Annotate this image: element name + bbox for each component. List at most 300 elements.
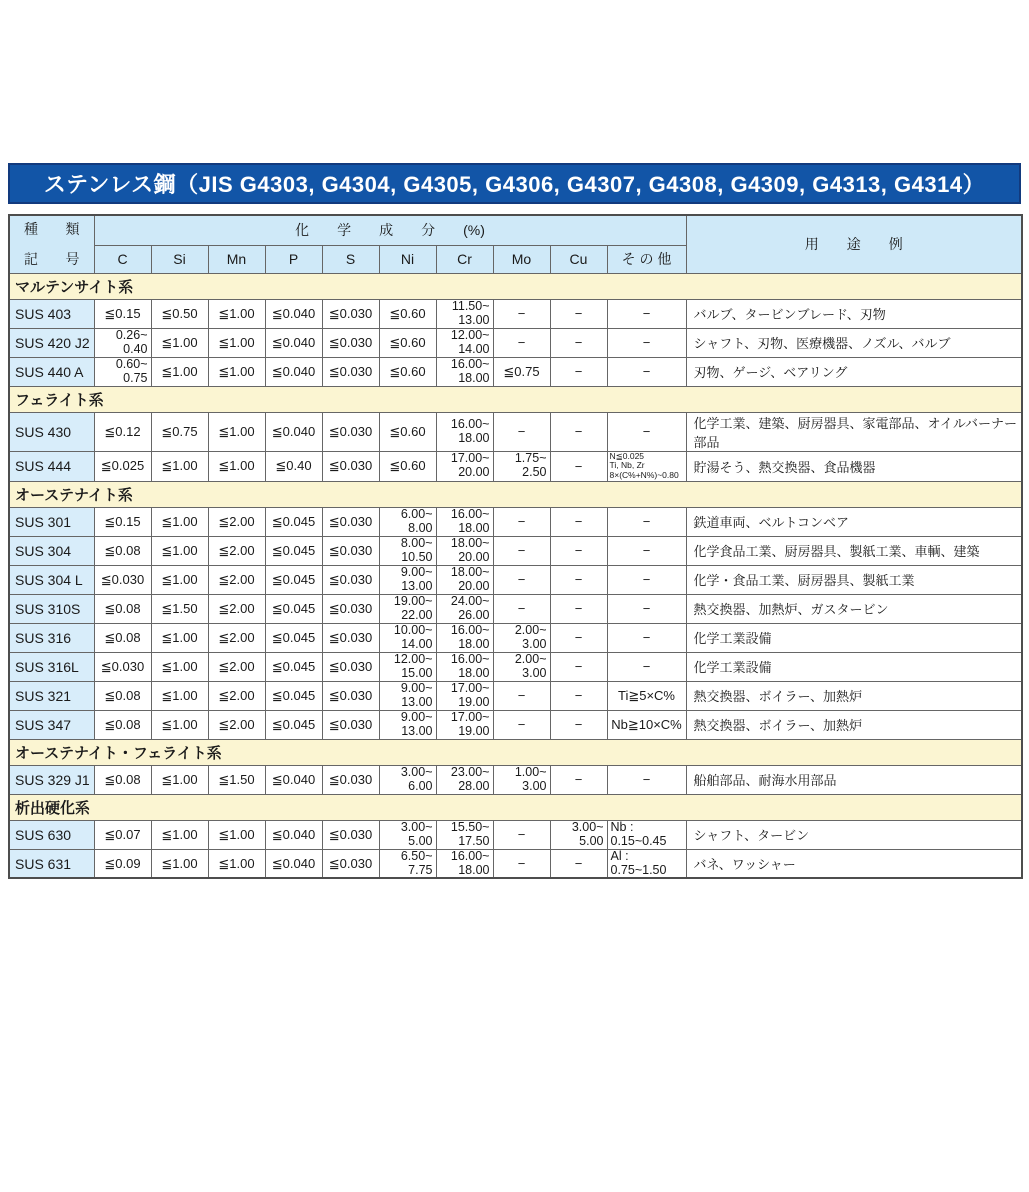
- value-line: 13.00: [458, 312, 490, 327]
- value-line: 9.00~: [400, 565, 433, 580]
- value-line: 20.00: [458, 549, 490, 564]
- value-line: 17.00~: [450, 681, 490, 696]
- chem-value: [436, 765, 493, 794]
- value-line: 0.75~1.50: [610, 862, 667, 877]
- chem-value: [607, 451, 686, 481]
- chem-value: −: [493, 328, 550, 357]
- chem-value: ≦0.60: [379, 328, 436, 357]
- chem-value: ≦0.040: [265, 299, 322, 328]
- value-line: 0.26~: [115, 328, 148, 342]
- table-header: [9, 215, 1022, 273]
- section-title: オーステナイト・フェライト系: [9, 739, 1022, 765]
- chem-value: −: [493, 536, 550, 565]
- section-title: フェライト系: [9, 386, 1022, 412]
- usage-examples: 化学食品工業、厨房器具、製紙工業、車輌、建築: [686, 536, 1022, 565]
- value-line: 13.00: [401, 723, 433, 738]
- chem-value: [379, 623, 436, 652]
- section-band-row: [9, 273, 1022, 299]
- chem-value: ≦0.08: [94, 594, 151, 623]
- value-line: 15.00: [401, 665, 433, 680]
- chem-value: ≦1.00: [151, 565, 208, 594]
- section-title: マルテンサイト系: [9, 273, 1022, 299]
- chem-value: ≦0.09: [94, 849, 151, 878]
- usage-examples: 化学工業設備: [686, 652, 1022, 681]
- chem-value: ≦2.00: [208, 652, 265, 681]
- chem-value: ≦1.00: [151, 652, 208, 681]
- chem-value: −: [607, 299, 686, 328]
- table-row: [9, 710, 1022, 739]
- value-line: 3.00~: [571, 820, 604, 835]
- value-line: 19.00: [458, 723, 490, 738]
- value-line: 20.00: [458, 578, 490, 593]
- chem-value: ≦1.00: [208, 299, 265, 328]
- usage-examples: 化学工業、建築、厨房器具、家電部品、オイルバーナー部品: [686, 412, 1022, 451]
- usage-examples: シャフト、タービン: [686, 820, 1022, 849]
- chem-value: −: [607, 328, 686, 357]
- col-header-element: Mn: [208, 245, 265, 273]
- chem-value: ≦2.00: [208, 507, 265, 536]
- col-header-element: S: [322, 245, 379, 273]
- chem-value: −: [550, 507, 607, 536]
- chem-value: ≦0.030: [322, 357, 379, 386]
- chem-value: −: [550, 710, 607, 739]
- value-line: 0.60~: [115, 357, 148, 371]
- usage-examples: 鉄道車両、ベルトコンベア: [686, 507, 1022, 536]
- chem-value: −: [607, 652, 686, 681]
- chem-value: Nb≧10×C%: [607, 710, 686, 739]
- chem-value: ≦0.60: [379, 412, 436, 451]
- chem-value: −: [550, 412, 607, 451]
- chem-value: ≦2.00: [208, 681, 265, 710]
- usage-examples: 化学・食品工業、厨房器具、製紙工業: [686, 565, 1022, 594]
- chem-value: ≦0.040: [265, 849, 322, 878]
- value-line: 17.50: [458, 833, 490, 848]
- chem-value: ≦0.045: [265, 710, 322, 739]
- chem-value: −: [550, 765, 607, 794]
- chem-value: [607, 849, 686, 878]
- chem-value: ≦2.00: [208, 594, 265, 623]
- chem-value: ≦2.00: [208, 536, 265, 565]
- usage-examples: 化学工業設備: [686, 623, 1022, 652]
- grade-code: SUS 304: [9, 536, 94, 565]
- chem-value: −: [493, 681, 550, 710]
- chem-value: ≦0.08: [94, 710, 151, 739]
- value-line: 7.75: [408, 862, 433, 877]
- chem-value: ≦0.040: [265, 765, 322, 794]
- value-line: 22.00: [401, 607, 433, 622]
- table-row: [9, 565, 1022, 594]
- chem-value: ≦1.00: [151, 328, 208, 357]
- chem-value: [436, 652, 493, 681]
- title-bar: [8, 163, 1021, 204]
- chem-value: ≦0.045: [265, 536, 322, 565]
- table-row: [9, 820, 1022, 849]
- chem-value: ≦1.00: [151, 451, 208, 481]
- grade-code: SUS 321: [9, 681, 94, 710]
- chem-value: [493, 652, 550, 681]
- chem-value: −: [493, 299, 550, 328]
- value-line: Al :: [610, 849, 629, 863]
- chem-value: ≦0.030: [94, 652, 151, 681]
- chem-value: −: [550, 652, 607, 681]
- chem-value: [436, 412, 493, 451]
- chem-value: ≦0.75: [151, 412, 208, 451]
- value-line: 10.50: [401, 549, 433, 564]
- usage-examples: 刃物、ゲージ、ベアリング: [686, 357, 1022, 386]
- value-line: 12.00~: [450, 328, 490, 342]
- chem-value: [436, 565, 493, 594]
- chem-value: −: [550, 623, 607, 652]
- chem-value: ≦0.12: [94, 412, 151, 451]
- value-line: 13.00: [401, 578, 433, 593]
- value-line: 16.00~: [450, 507, 490, 522]
- table-row: [9, 299, 1022, 328]
- chem-value: ≦0.030: [322, 451, 379, 481]
- chem-value: ≦0.60: [379, 299, 436, 328]
- chem-value: ≦0.045: [265, 652, 322, 681]
- grade-code: SUS 316: [9, 623, 94, 652]
- chem-value: [607, 820, 686, 849]
- chem-value: −: [493, 412, 550, 451]
- usage-examples: 熱交換器、ボイラー、加熱炉: [686, 681, 1022, 710]
- value-line: 28.00: [458, 778, 490, 793]
- chem-value: ≦0.030: [322, 536, 379, 565]
- usage-examples: 貯湯そう、熱交換器、食品機器: [686, 451, 1022, 481]
- value-line: Nb :: [610, 820, 634, 835]
- chem-value: ≦0.15: [94, 507, 151, 536]
- value-line: 9.00~: [400, 681, 433, 696]
- value-line: 9.00~: [400, 710, 433, 725]
- col-header-element: Mo: [493, 245, 550, 273]
- value-line: 11.50~: [451, 299, 490, 313]
- chem-value: −: [550, 357, 607, 386]
- chem-value: ≦0.15: [94, 299, 151, 328]
- col-header-element: Cr: [436, 245, 493, 273]
- value-line: 10.00~: [393, 623, 433, 638]
- chem-value: −: [550, 451, 607, 481]
- chem-value: ≦0.030: [322, 652, 379, 681]
- value-line: 18.00~: [450, 536, 490, 551]
- col-header-element: Si: [151, 245, 208, 273]
- chem-value: ≦0.030: [322, 710, 379, 739]
- value-line: 19.00: [458, 694, 490, 709]
- value-line: 3.00: [522, 665, 547, 680]
- chem-value: ≦0.030: [322, 765, 379, 794]
- grade-code: SUS 310S: [9, 594, 94, 623]
- chem-value: ≦1.00: [151, 681, 208, 710]
- usage-examples: バルブ、タービンブレード、刃物: [686, 299, 1022, 328]
- chem-value: ≦1.00: [208, 357, 265, 386]
- section-band-row: [9, 386, 1022, 412]
- section-band-row: [9, 794, 1022, 820]
- chem-value: ≦0.07: [94, 820, 151, 849]
- table-row: [9, 652, 1022, 681]
- usage-examples: シャフト、刃物、医療機器、ノズル、バルブ: [686, 328, 1022, 357]
- table-row: [9, 328, 1022, 357]
- value-line: 18.00: [458, 370, 490, 385]
- chem-value: ≦0.030: [322, 565, 379, 594]
- chem-value: −: [607, 412, 686, 451]
- value-line: 8.00: [408, 520, 433, 535]
- chem-value: [94, 357, 151, 386]
- chem-value: [379, 507, 436, 536]
- chem-value: ≦2.00: [208, 623, 265, 652]
- value-line: 20.00: [458, 465, 490, 480]
- value-line: 16.00~: [450, 652, 490, 667]
- table-row: [9, 623, 1022, 652]
- chem-value: [379, 710, 436, 739]
- chem-value: ≦1.00: [208, 328, 265, 357]
- chem-value: ≦0.030: [322, 299, 379, 328]
- chem-value: [436, 594, 493, 623]
- grade-code: SUS 430: [9, 412, 94, 451]
- value-line: 13.00: [401, 694, 433, 709]
- chem-value: [436, 328, 493, 357]
- chem-value: ≦1.00: [208, 451, 265, 481]
- chem-value: −: [550, 536, 607, 565]
- grade-code: SUS 301: [9, 507, 94, 536]
- chem-value: ≦1.00: [208, 820, 265, 849]
- value-line: 5.00: [579, 833, 604, 848]
- value-line: 18.00: [458, 862, 490, 877]
- chem-value: [436, 623, 493, 652]
- chem-value: −: [493, 820, 550, 849]
- chem-value: ≦0.08: [94, 623, 151, 652]
- chem-value: ≦1.00: [151, 710, 208, 739]
- chem-value: ≦0.08: [94, 765, 151, 794]
- chem-value: ≦0.045: [265, 594, 322, 623]
- chem-value: [493, 623, 550, 652]
- col-header-element: Ni: [379, 245, 436, 273]
- value-line: 1.75~: [514, 451, 547, 466]
- chem-value: [550, 820, 607, 849]
- usage-examples: 船舶部品、耐海水用部品: [686, 765, 1022, 794]
- grade-code: SUS 403: [9, 299, 94, 328]
- grade-code: SUS 420 J2: [9, 328, 94, 357]
- value-line: 18.00: [458, 665, 490, 680]
- chem-value: ≦0.040: [265, 357, 322, 386]
- value-line: 6.00~: [400, 507, 433, 522]
- chem-value: ≦0.030: [322, 623, 379, 652]
- value-line: 14.00: [458, 341, 490, 356]
- col-header-usage: 用 途 例: [686, 215, 1022, 273]
- value-line: 2.50: [522, 465, 547, 480]
- chem-value: ≦0.030: [94, 565, 151, 594]
- chem-value: ≦1.00: [208, 849, 265, 878]
- chem-value: −: [493, 849, 550, 878]
- chem-value: ≦1.00: [151, 765, 208, 794]
- page-title: ステンレス鋼（JIS G4303, G4304, G4305, G4306, G4307, G4308, G4309, G4313, G4314）: [43, 172, 986, 197]
- value-line: 3.00~: [400, 765, 433, 780]
- chem-value: −: [607, 536, 686, 565]
- grade-header-line2: 記 号: [24, 251, 80, 268]
- usage-examples: バネ、ワッシャー: [686, 849, 1022, 878]
- grade-header-line1: 種 類: [24, 221, 80, 238]
- chem-value: [379, 849, 436, 878]
- usage-examples: 熱交換器、ボイラー、加熱炉: [686, 710, 1022, 739]
- chem-value: −: [550, 565, 607, 594]
- chem-value: [493, 451, 550, 481]
- chem-value: [436, 299, 493, 328]
- value-line: 15.50~: [450, 820, 490, 835]
- table-row: [9, 357, 1022, 386]
- chem-value: −: [550, 681, 607, 710]
- value-line: Ti, Nb, Zr: [609, 460, 645, 471]
- chem-value: Ti≧5×C%: [607, 681, 686, 710]
- value-line: 0.75: [123, 370, 148, 385]
- value-line: 17.00~: [450, 710, 490, 725]
- section-band-row: [9, 481, 1022, 507]
- col-header-element: Cu: [550, 245, 607, 273]
- chem-value: ≦0.50: [151, 299, 208, 328]
- chem-value: ≦0.040: [265, 412, 322, 451]
- chem-value: ≦2.00: [208, 710, 265, 739]
- value-line: 3.00~: [400, 820, 433, 835]
- chem-value: [379, 594, 436, 623]
- value-line: 6.00: [408, 778, 433, 793]
- chem-value: [436, 681, 493, 710]
- chem-value: −: [607, 765, 686, 794]
- chem-value: −: [493, 565, 550, 594]
- value-line: 16.00~: [450, 623, 490, 638]
- grade-code: SUS 631: [9, 849, 94, 878]
- value-line: 6.50~: [400, 849, 433, 863]
- grade-code: SUS 329 J1: [9, 765, 94, 794]
- table-row: [9, 451, 1022, 481]
- chem-value: ≦1.00: [208, 412, 265, 451]
- value-line: 24.00~: [450, 594, 490, 609]
- chem-value: [436, 451, 493, 481]
- value-line: 3.00: [522, 636, 547, 651]
- chem-value: ≦0.60: [379, 451, 436, 481]
- chem-value: −: [550, 328, 607, 357]
- table-row: [9, 849, 1022, 878]
- value-line: 8.00~: [400, 536, 433, 551]
- value-line: N≦0.025: [609, 451, 645, 461]
- chem-value: [94, 328, 151, 357]
- chem-value: [379, 820, 436, 849]
- chem-value: [379, 536, 436, 565]
- value-line: 5.00: [408, 833, 433, 848]
- value-line: 18.00~: [450, 565, 490, 580]
- chem-value: ≦1.00: [151, 357, 208, 386]
- chem-value: ≦1.50: [151, 594, 208, 623]
- table-row: [9, 594, 1022, 623]
- chem-value: [493, 765, 550, 794]
- chem-value: −: [607, 565, 686, 594]
- section-band-row: [9, 739, 1022, 765]
- value-line: 2.00~: [514, 623, 547, 638]
- section-title: 析出硬化系: [9, 794, 1022, 820]
- table-row: [9, 681, 1022, 710]
- value-line: 0.40: [123, 341, 148, 356]
- chem-value: ≦0.030: [322, 681, 379, 710]
- chem-value: −: [493, 507, 550, 536]
- value-line: 18.00: [458, 430, 490, 445]
- chem-value: ≦0.40: [265, 451, 322, 481]
- grade-code: SUS 347: [9, 710, 94, 739]
- chem-value: ≦0.045: [265, 681, 322, 710]
- value-line: 18.00: [458, 520, 490, 535]
- chem-value: ≦1.50: [208, 765, 265, 794]
- chem-value: ≦0.030: [322, 849, 379, 878]
- chem-value: ≦0.030: [322, 594, 379, 623]
- table-row: [9, 507, 1022, 536]
- chem-value: [436, 536, 493, 565]
- chem-value: [379, 565, 436, 594]
- chem-value: [379, 652, 436, 681]
- value-line: 2.00~: [514, 652, 547, 667]
- value-line: 26.00: [458, 607, 490, 622]
- value-line: 3.00: [522, 778, 547, 793]
- value-line: 17.00~: [450, 451, 490, 466]
- value-line: 16.00~: [450, 416, 490, 431]
- chem-value: −: [607, 507, 686, 536]
- chem-value: ≦1.00: [151, 820, 208, 849]
- chem-value: ≦1.00: [151, 849, 208, 878]
- chem-value: ≦0.60: [379, 357, 436, 386]
- usage-examples: 熱交換器、加熱炉、ガスタービン: [686, 594, 1022, 623]
- chem-value: ≦0.030: [322, 328, 379, 357]
- table-row: [9, 536, 1022, 565]
- chem-value: [436, 710, 493, 739]
- value-line: 12.00~: [393, 652, 433, 667]
- chem-value: [436, 357, 493, 386]
- chem-value: ≦0.045: [265, 507, 322, 536]
- chem-value: ≦0.08: [94, 536, 151, 565]
- chem-value: −: [550, 594, 607, 623]
- chem-value: −: [493, 710, 550, 739]
- col-header-grade: [9, 215, 94, 273]
- chem-value: −: [607, 357, 686, 386]
- value-line: 0.15~0.45: [610, 833, 667, 848]
- value-line: 16.00~: [450, 357, 490, 371]
- grade-code: SUS 630: [9, 820, 94, 849]
- chem-value: ≦0.045: [265, 565, 322, 594]
- col-header-chemical-composition: 化 学 成 分 (%): [94, 215, 686, 245]
- chem-value: ≦2.00: [208, 565, 265, 594]
- chem-value: ≦0.08: [94, 681, 151, 710]
- chem-value: ≦0.030: [322, 820, 379, 849]
- table-row: [9, 412, 1022, 451]
- chem-value: −: [607, 623, 686, 652]
- chem-value: [379, 765, 436, 794]
- chem-value: ≦1.00: [151, 536, 208, 565]
- chem-value: [436, 849, 493, 878]
- col-header-element: C: [94, 245, 151, 273]
- value-line: 14.00: [401, 636, 433, 651]
- chem-value: ≦0.025: [94, 451, 151, 481]
- chem-value: ≦0.040: [265, 820, 322, 849]
- chem-value: ≦0.040: [265, 328, 322, 357]
- chem-value: [436, 820, 493, 849]
- chem-value: [436, 507, 493, 536]
- chem-value: ≦0.75: [493, 357, 550, 386]
- stainless-steel-spec-table: [8, 214, 1023, 879]
- chem-value: −: [493, 594, 550, 623]
- table-body: [9, 273, 1022, 878]
- grade-code: SUS 304 L: [9, 565, 94, 594]
- chem-value: −: [550, 299, 607, 328]
- section-title: オーステナイト系: [9, 481, 1022, 507]
- grade-code: SUS 444: [9, 451, 94, 481]
- value-line: 18.00: [458, 636, 490, 651]
- col-header-element: そ の 他: [607, 245, 686, 273]
- chem-value: ≦1.00: [151, 623, 208, 652]
- chem-value: ≦0.045: [265, 623, 322, 652]
- value-line: 1.00~: [514, 765, 547, 780]
- chem-value: ≦1.00: [151, 507, 208, 536]
